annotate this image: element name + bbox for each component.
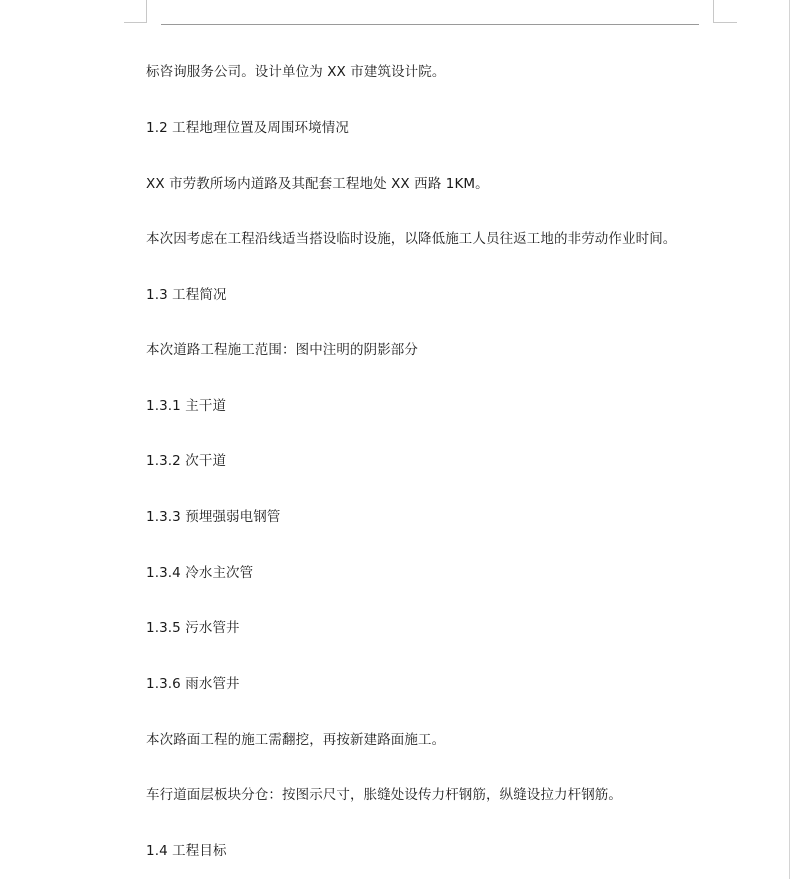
section-heading: 1.3 工程简况 — [146, 287, 227, 303]
list-item: 1.3.4 冷水主次管 — [146, 565, 254, 581]
paragraph: 本次路面工程的施工需翻挖，再按新建路面施工。 — [146, 732, 446, 748]
list-item: 1.3.2 次干道 — [146, 453, 227, 469]
list-item: 1.3.1 主干道 — [146, 398, 227, 414]
page-right-edge — [789, 0, 790, 879]
crop-mark-top-left-horizontal — [124, 22, 147, 23]
crop-mark-top-right-horizontal — [713, 22, 737, 23]
paragraph: 本次因考虑在工程沿线适当搭设临时设施，以降低施工人员往返工地的非劳动作业时间。 — [146, 231, 677, 247]
paragraph: 本次道路工程施工范围：图中注明的阴影部分 — [146, 342, 418, 358]
crop-mark-top-right-vertical — [713, 0, 714, 23]
crop-mark-top-left-vertical — [146, 0, 147, 23]
list-item: 1.3.3 预埋强弱电钢管 — [146, 509, 281, 525]
section-heading: 1.4 工程目标 — [146, 843, 227, 859]
list-item: 1.3.6 雨水管井 — [146, 676, 240, 692]
header-rule — [161, 24, 699, 25]
paragraph: 车行道面层板块分仓：按图示尺寸，胀缝处设传力杆钢筋，纵缝设拉力杆钢筋。 — [146, 787, 622, 803]
section-heading: 1.2 工程地理位置及周围环境情况 — [146, 120, 349, 136]
paragraph: 标咨询服务公司。设计单位为 XX 市建筑设计院。 — [146, 64, 446, 80]
paragraph: XX 市劳教所场内道路及其配套工程地处 XX 西路 1KM。 — [146, 176, 489, 192]
list-item: 1.3.5 污水管井 — [146, 620, 240, 636]
